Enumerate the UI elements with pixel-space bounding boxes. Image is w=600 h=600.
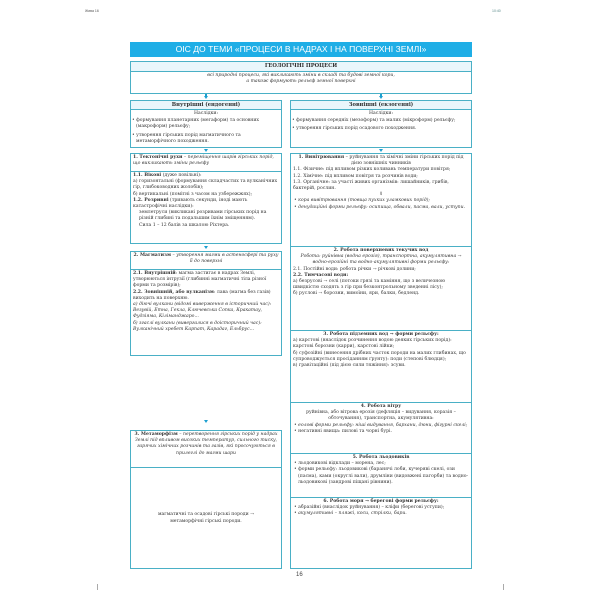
exogenic-consequence: • утворення гірських порід осадового походження. <box>292 126 417 132</box>
endogenic-consequences-label: Наслідки: <box>193 111 218 116</box>
weathering-b1: • кора вивітрювання (товща пухких уламкових порід); <box>294 198 430 204</box>
arrow-down-icon <box>379 96 383 99</box>
crop-mark <box>97 584 98 590</box>
metamorphism-def: – перетворення гірських порід у надрах Землі під впливом високих температур, сильного тиску, гарячих хімічних розчинів та газів, які просочуються в прилеглі до магми шари <box>134 432 278 456</box>
tectonic-s12-text: землетруси (викликані розривами гірських порід на різній глибині та подальшим їхнім зміщенням). <box>139 210 267 222</box>
wind-section <box>291 402 471 453</box>
geological-processes-def-2: а також формують рельєф земної поверхні <box>246 79 356 85</box>
magmatism-s21-title: 2.1. Внутрішній <box>133 271 176 276</box>
tectonic-s11-a: а) горизонтальні (формування складчастих та вулканічних гір, глибоководних жолобів); <box>133 179 278 191</box>
geological-processes-box <box>130 61 472 94</box>
tectonic-title: 1. Тектонічні рухи <box>133 155 183 160</box>
sea-section <box>291 497 471 519</box>
endogenic-box <box>130 100 282 148</box>
surface-water-heading: 2. Робота поверхневих текучих вод <box>333 248 429 253</box>
tectonic-heading <box>131 154 281 171</box>
ground-water-heading: 3. Робота підземних вод → форми рельєфу: <box>323 332 439 337</box>
surface-water-s22: 2.2. Тимчасові води: <box>293 272 349 278</box>
weathering-title: 1. Вивітрювання <box>298 155 345 160</box>
page-header-right: 10:40 <box>492 9 501 13</box>
exogenic-consequence: • формування середніх (мезоформ) та малих (мікроформ) рельєфу; <box>292 118 456 124</box>
magmatism-s22-title: 2.2. Зовнішній, або вулканізм <box>133 289 214 295</box>
geological-processes-def-1: всі природні процеси, які викликають зміни в складі та будові земної кори, <box>207 73 395 78</box>
endogenic-consequence: • формування планетарних (мегаформ) та основних (макроформ) рельєфу; <box>132 118 260 130</box>
exogenic-consequences-label: Наслідки: <box>368 111 393 116</box>
arrow-down-icon <box>204 149 208 152</box>
arrow-down-icon <box>204 96 208 99</box>
page-header-left: Жива 16 <box>85 9 99 13</box>
glaciers-b1: • льодовикові відклади – морена, лес; <box>294 461 386 467</box>
surface-water-s22-b: б) руслові → борозни, вимоїни, яри, балки, бедленд. <box>293 291 420 297</box>
glaciers-b2: • форми рельєфу: льодовикові (баранячі лоби, кучеряві скелі, ози (пасма), ками (округлі вали), друмліни (видовжені пагорби) та водно-льодовикові (зандрові піщані рівнини). <box>294 467 469 485</box>
magmatism-heading <box>131 252 281 269</box>
magmatism-title: 2. Магматизм <box>133 253 171 258</box>
exogenic-box <box>290 100 472 148</box>
tectonic-def: – переміщення шарів гірських порід, що викликають зміни рельєфу <box>133 155 274 167</box>
surface-water-s21: 2.1. Постійні води: робота річки → річкові долини; <box>293 266 416 272</box>
glaciers-section <box>291 453 471 497</box>
ground-water-a: а) карстові (внаслідок розчинення водою деяких гірських порід): карстові борозни (карри), карстові лійки; <box>293 338 452 350</box>
metamorphism-box <box>130 430 282 569</box>
tectonic-body <box>131 171 281 230</box>
weathering-s11: 1.1. Фізичне: під впливом різких коливань температури повітря; <box>293 167 451 173</box>
page-number: 16 <box>296 572 303 578</box>
weathering-def: – руйнування та хімічні зміни гірських порід під дією зовнішніх чинників <box>345 155 464 167</box>
ground-water-b: б) суфозійні (винесення дрібних часток породи на малих глибинах, що супроводжується просіданням ґрунту): поди (степові блюдця); <box>293 350 466 362</box>
arrow-down-icon <box>204 246 208 249</box>
surface-water-section <box>291 246 471 330</box>
tectonic-s11-title: 1.1. Вікові <box>133 173 162 178</box>
metamorphism-heading <box>131 431 281 467</box>
magmatism-box <box>130 251 282 356</box>
magmatism-def: – утворення магми в астеносфері та руху її до поверхні <box>172 253 279 265</box>
wind-line1: руйнівна, або вітрова ерозія (дефляція – видування, коразія – обточування), транспортна, акумулятивна: <box>306 410 456 422</box>
weathering-section <box>291 154 471 246</box>
magmatism-s22-b: б) згаслі вулкани (вивергалися в доісторичний час): Вулканічний хребет Карпат, Карадаг, Ельбрус... <box>133 320 262 332</box>
magmatism-s22-text: : лава (магма без газів) виходить на поверхню. <box>133 289 271 301</box>
sea-b1: • абразійні (внаслідок руйнування) – кліфи (берегові уступи); <box>294 505 445 511</box>
glaciers-heading: 5. Робота льодовиків <box>352 455 410 460</box>
tectonic-s12-title: 1.2. Розривні <box>133 197 169 203</box>
metamorphism-result-text: магматичні та осадові гірські породи → метаморфічні гірські породи. <box>157 512 254 524</box>
surface-water-line1: Робота: руйнівна (водна ерозія), транспортна, акумулятивна → водно-ерозійні та водно-акумулятивні форми рельєфу: <box>300 254 462 266</box>
tectonic-box <box>130 153 282 244</box>
exogenic-processes-box <box>290 153 472 569</box>
magmatism-s22-a: а) діючі вулкани (відомі виверження в історичний час): Везувій, Етна, Гекла, Ключевська Сопка, Кракатау, Фудзіяма, Кіліманджаро... <box>133 302 272 320</box>
weathering-s12: 1.2. Хімічне: під впливом повітря та розчинів води; <box>293 173 418 179</box>
tectonic-s11-note: (дуже повільні): <box>162 173 202 178</box>
magmatism-body <box>131 269 281 334</box>
weathering-b2: • денудаційні форми рельєфу: осипища, обвали, пасма, вали, уступи. <box>294 204 466 210</box>
surface-water-s22-a: а) безрусові → селі (потоки грязі та каміння, що з величезною швидкістю сходять з гір при безконтрольному зведенні лісу); <box>293 279 446 291</box>
metamorphism-title: 3. Метаморфізм <box>134 432 178 437</box>
tectonic-s12-scale: Сила 1 – 12 балів за шкалою Ріхтера. <box>139 222 230 228</box>
sea-b2: • акумулятивні – пляжі, коси, стрілки, бари. <box>294 511 407 517</box>
page-title: ОІС ДО ТЕМИ «ПРОЦЕСИ В НАДРАХ І НА ПОВЕРХНІ ЗЕМЛІ» <box>130 42 472 57</box>
tectonic-s12-note: (тривають секунди, іноді мають катастрофічні наслідки): <box>133 197 248 210</box>
wind-heading: 4. Робота вітру <box>360 404 402 409</box>
tectonic-s11-b: б) вертикальні (помітні з часом на узбережжях); <box>133 191 253 197</box>
endogenic-heading: Внутрішні (ендогенні) <box>131 101 281 110</box>
magmatism-s21-text: : магма застигає в надрах Землі, утворюються інтрузії (глибинні магматичні тіла різної форми та розмірів); <box>133 271 267 289</box>
metamorphism-result <box>131 467 281 569</box>
ground-water-c: в) гравітаційні (під дією сили тяжіння): зсуви. <box>293 363 406 369</box>
double-arrow-down-icon: ⇓ <box>379 192 383 198</box>
endogenic-consequence: • утворення гірських порід магматичного та метаморфічного походження. <box>132 132 241 144</box>
crop-mark <box>503 584 504 590</box>
geological-processes-heading: ГЕОЛОГІЧНІ ПРОЦЕСИ <box>131 62 471 72</box>
arrow-down-icon <box>204 420 208 423</box>
exogenic-heading: Зовнішні (екзогенні) <box>291 101 471 110</box>
sea-heading: 6. Робота моря → берегові форми рельєфу: <box>323 499 439 504</box>
arrow-down-icon <box>379 149 383 152</box>
weathering-s13: 1.3. Органічне: за участі живих організмів: лишайників, грибів, бактерій, рослин. <box>293 179 449 192</box>
ground-water-section <box>291 330 471 402</box>
wind-b1: • еолові форми рельєфу: ніші видування, бархани, дюни, фігурні скелі; <box>294 422 468 428</box>
wind-b2: • негативні явища: пилові та чорні бурі. <box>294 428 392 434</box>
